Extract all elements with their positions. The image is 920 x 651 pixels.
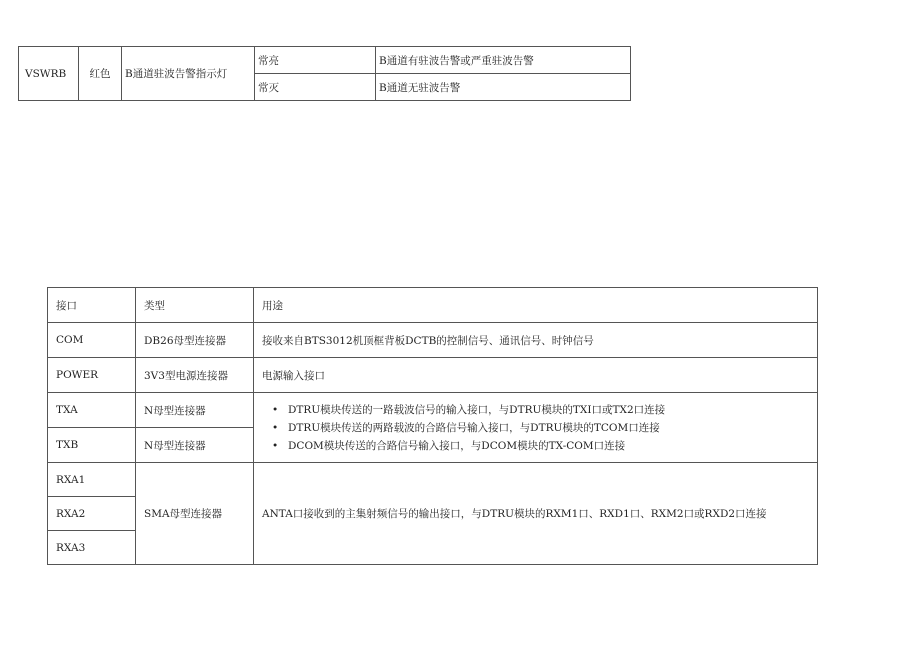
signal-cell: VSWRB <box>19 47 79 101</box>
port-cell: COM <box>48 323 136 358</box>
type-cell: 3V3型电源连接器 <box>136 358 254 393</box>
header-port: 接口 <box>48 288 136 323</box>
table-row <box>48 463 818 497</box>
color-cell: 红色 <box>79 47 122 101</box>
port-cell: TXA <box>48 393 136 428</box>
list-item: • DCOM模块传送的合路信号输入接口，与DCOM模块的TX-COM口连接 <box>272 437 811 455</box>
type-cell: DB26母型连接器 <box>136 323 254 358</box>
tx-use-list <box>262 401 811 455</box>
state-cell: 常灭 <box>255 74 376 101</box>
tx-use-cell <box>254 393 818 463</box>
port-cell: RXA3 <box>48 531 136 565</box>
port-cell: RXA2 <box>48 497 136 531</box>
use-cell: ANTA口接收到的主集射频信号的输出接口，与DTRU模块的RXM1口、RXD1口、RXM2口或RXD2口连接 <box>254 463 818 565</box>
type-cell: N母型连接器 <box>136 393 254 428</box>
list-item: • DTRU模块传送的一路载波信号的输入接口，与DTRU模块的TXI口或TX2口连接 <box>272 401 811 419</box>
port-cell: RXA1 <box>48 463 136 497</box>
header-row <box>48 288 818 323</box>
use-cell: 电源输入接口 <box>254 358 818 393</box>
description-cell: B通道驻波告警指示灯 <box>122 47 255 101</box>
port-cell: POWER <box>48 358 136 393</box>
use-cell: 接收来自BTS3012机顶框背板DCTB的控制信号、通讯信号、时钟信号 <box>254 323 818 358</box>
list-item: • DTRU模块传送的两路载波的合路信号输入接口，与DTRU模块的TCOM口连接 <box>272 419 811 437</box>
table-row <box>48 323 818 358</box>
type-cell: SMA母型连接器 <box>136 463 254 565</box>
indicator-table <box>18 46 631 101</box>
interface-table <box>47 287 818 565</box>
port-cell: TXB <box>48 428 136 463</box>
table-row <box>19 47 631 74</box>
state-cell: 常亮 <box>255 47 376 74</box>
header-use: 用途 <box>254 288 818 323</box>
header-type: 类型 <box>136 288 254 323</box>
type-cell: N母型连接器 <box>136 428 254 463</box>
table-row <box>48 358 818 393</box>
table-row <box>48 393 818 428</box>
meaning-cell: B通道无驻波告警 <box>376 74 631 101</box>
meaning-cell: B通道有驻波告警或严重驻波告警 <box>376 47 631 74</box>
